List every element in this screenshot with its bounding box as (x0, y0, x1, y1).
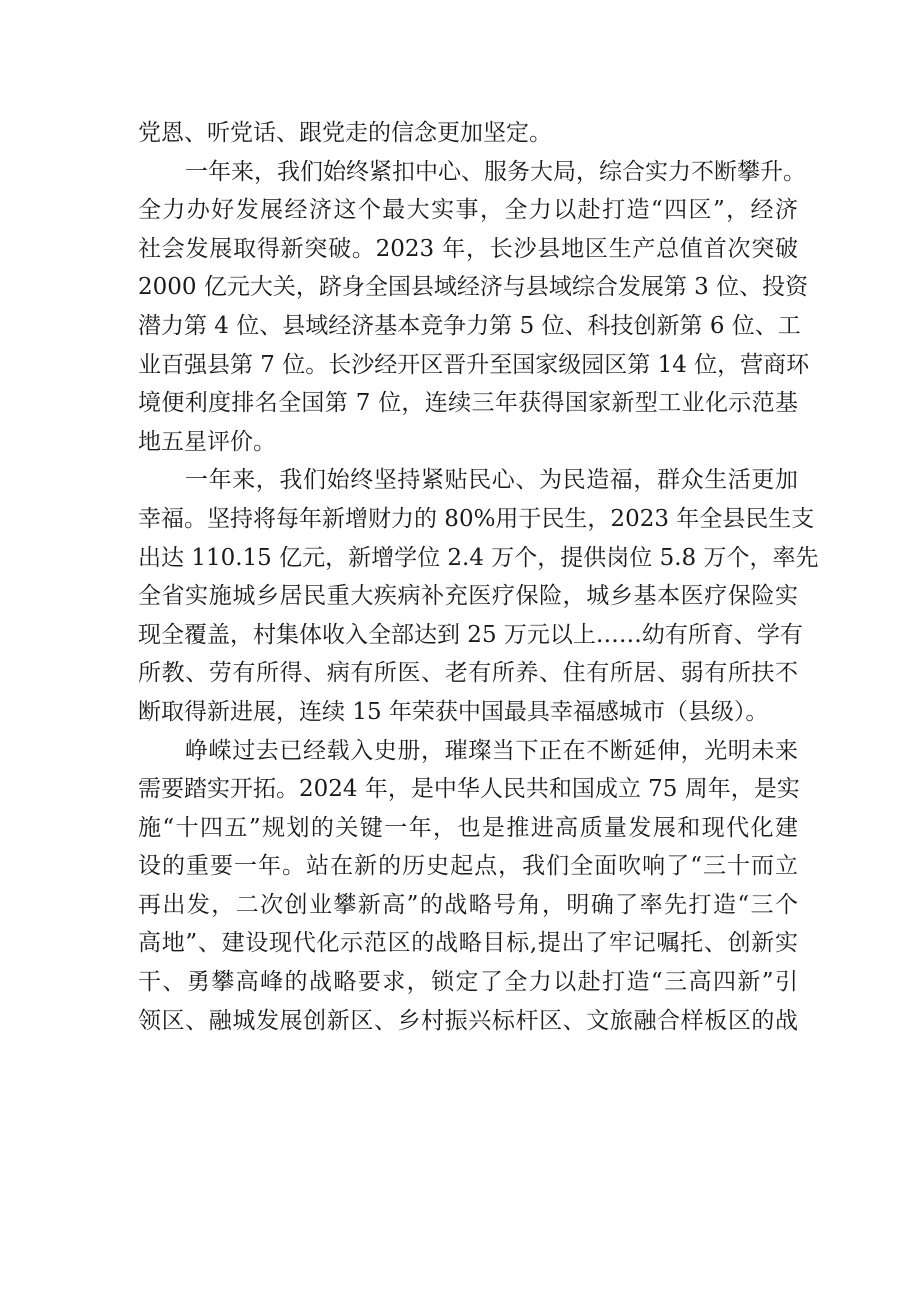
text-line: 地五星评价。 (138, 428, 276, 455)
text-line: 断取得新进展，连续 15 年荣获中国最具幸福感城市（县级）。 (138, 698, 769, 725)
text-line: 一年来，我们始终坚持紧贴民心、为民造福，群众生活更加 (185, 467, 798, 494)
text-line: 施“十四五”规划的关键一年，也是推进高质量发展和现代化建 (138, 814, 798, 841)
paragraph (138, 461, 819, 731)
text-line: 再出发，二次创业攀新高”的战略号角，明确了率先打造“三个 (138, 891, 798, 918)
text-line: 出达 110.15 亿元，新增学位 2.4 万个，提供岗位 5.8 万个，率先 (138, 544, 819, 571)
paragraph (138, 153, 810, 462)
paragraph (138, 732, 798, 1041)
text-line: 境便利度排名全国第 7 位，连续三年获得国家新型工业化示范基 (138, 390, 798, 417)
text-line: 全省实施城乡居民重大疾病补充医疗保险，城乡基本医疗保险实 (138, 583, 798, 610)
text-line: 幸福。坚持将每年新增财力的 80%用于民生，2023 年全县民生支 (138, 505, 815, 532)
paragraph (138, 114, 798, 153)
text-line: 高地”、建设现代化示范区的战略目标,提出了牢记嘱托、创新实 (138, 930, 798, 957)
text-line: 干、勇攀高峰的战略要求，锁定了全力以赴打造“三高四新”引 (138, 969, 798, 996)
text-line: 党恩、听党话、跟党走的信念更加坚定。 (138, 120, 552, 146)
text-line: 需要踏实开拓。2024 年，是中华人民共和国成立 75 周年，是实 (138, 776, 800, 803)
text-line: 业百强县第 7 位。长沙经开区晋升至国家级园区第 14 位，营商环 (138, 351, 810, 378)
text-line: 潜力第 4 位、县域经济基本竞争力第 5 位、科技创新第 6 位、工 (138, 312, 801, 339)
text-line: 设的重要一年。站在新的历史起点，我们全面吹响了“三十而立 (138, 853, 798, 880)
text-line: 所教、劳有所得、病有所医、老有所养、住有所居、弱有所扶不 (138, 660, 798, 687)
text-line: 领区、融城发展创新区、乡村振兴标杆区、文旅融合样板区的战 (138, 1007, 798, 1034)
text-line: 峥嵘过去已经载入史册，璀璨当下正在不断延伸，光明未来 (185, 737, 798, 764)
text-line: 现全覆盖，村集体收入全部达到 25 万元以上……幼有所育、学有 (138, 621, 803, 648)
text-line: 一年来，我们始终紧扣中心、服务大局，综合实力不断攀升。 (185, 158, 806, 185)
text-line: 社会发展取得新突破。2023 年，长沙县地区生产总值首次突破 (138, 235, 798, 262)
text-line: 2000 亿元大关，跻身全国县域经济与县域综合发展第 3 位、投资 (138, 274, 809, 301)
document-body (138, 114, 819, 1040)
text-line: 全力办好发展经济这个最大实事，全力以赴打造“四区”，经济 (138, 197, 798, 224)
